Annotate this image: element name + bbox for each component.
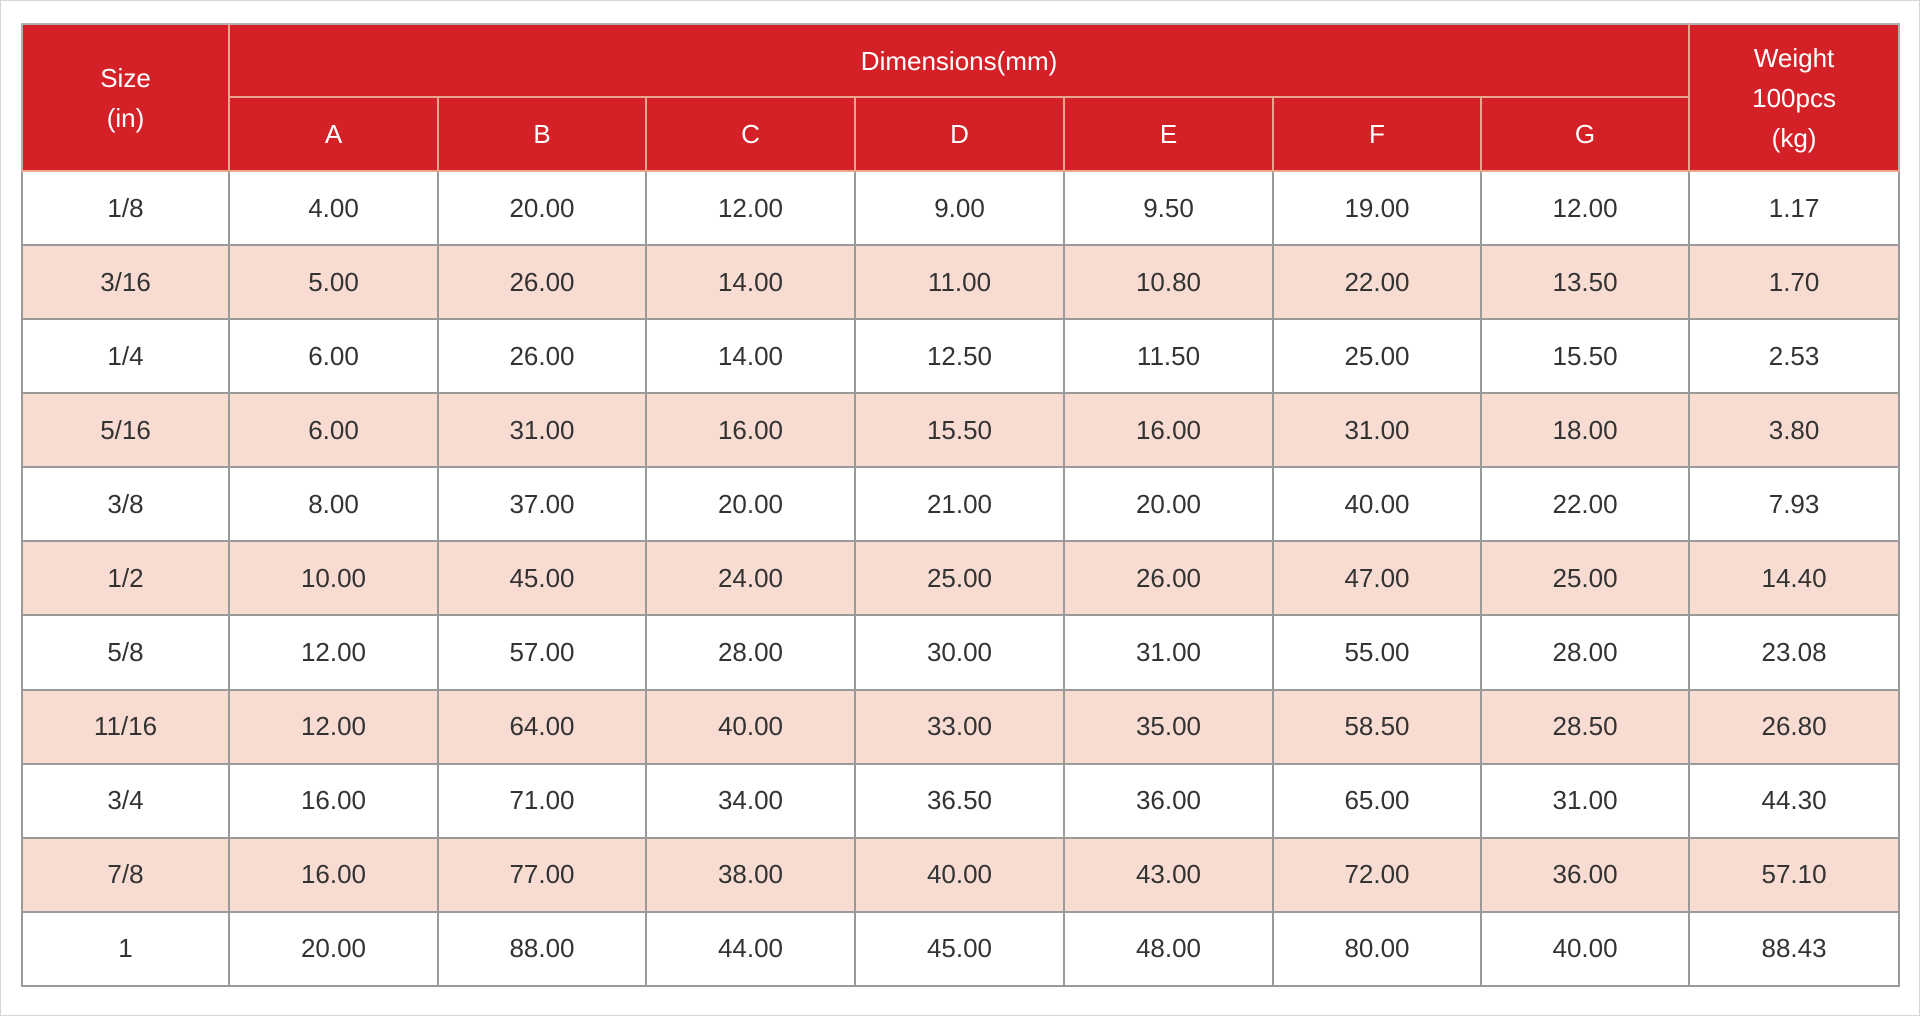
cell-b: 26.00 — [438, 245, 646, 319]
cell-weight: 1.17 — [1689, 171, 1899, 245]
weight-header — [1689, 24, 1899, 171]
cell-f: 55.00 — [1273, 615, 1481, 689]
weight-header-qty: 100pcs — [1752, 82, 1836, 113]
cell-e: 20.00 — [1064, 467, 1273, 541]
cell-d: 11.00 — [855, 245, 1064, 319]
cell-e: 10.80 — [1064, 245, 1273, 319]
cell-c: 20.00 — [646, 467, 855, 541]
cell-a: 5.00 — [229, 245, 438, 319]
cell-d: 45.00 — [855, 912, 1064, 986]
table-row — [22, 467, 1899, 541]
cell-a: 6.00 — [229, 319, 438, 393]
cell-weight: 2.53 — [1689, 319, 1899, 393]
cell-d: 36.50 — [855, 764, 1064, 838]
cell-a: 20.00 — [229, 912, 438, 986]
table-row — [22, 690, 1899, 764]
cell-size: 1 — [22, 912, 229, 986]
cell-size: 11/16 — [22, 690, 229, 764]
cell-f: 72.00 — [1273, 838, 1481, 912]
cell-d: 33.00 — [855, 690, 1064, 764]
cell-b: 64.00 — [438, 690, 646, 764]
cell-c: 44.00 — [646, 912, 855, 986]
dimensions-header: Dimensions(mm) — [229, 24, 1689, 97]
dimensions-table — [21, 23, 1900, 987]
weight-header-unit: (kg) — [1771, 122, 1817, 153]
cell-g: 25.00 — [1481, 541, 1689, 615]
cell-g: 28.50 — [1481, 690, 1689, 764]
column-header-e: E — [1064, 97, 1273, 171]
cell-size: 5/8 — [22, 615, 229, 689]
cell-f: 19.00 — [1273, 171, 1481, 245]
column-header-d: D — [855, 97, 1064, 171]
cell-e: 48.00 — [1064, 912, 1273, 986]
cell-c: 40.00 — [646, 690, 855, 764]
cell-d: 40.00 — [855, 838, 1064, 912]
cell-e: 16.00 — [1064, 393, 1273, 467]
cell-size: 5/16 — [22, 393, 229, 467]
cell-a: 4.00 — [229, 171, 438, 245]
cell-b: 57.00 — [438, 615, 646, 689]
cell-c: 34.00 — [646, 764, 855, 838]
cell-c: 14.00 — [646, 245, 855, 319]
weight-header-label: Weight — [1753, 42, 1835, 73]
column-header-b: B — [438, 97, 646, 171]
cell-size: 7/8 — [22, 838, 229, 912]
cell-d: 15.50 — [855, 393, 1064, 467]
size-header — [22, 24, 229, 171]
cell-a: 6.00 — [229, 393, 438, 467]
cell-c: 24.00 — [646, 541, 855, 615]
cell-f: 80.00 — [1273, 912, 1481, 986]
cell-g: 28.00 — [1481, 615, 1689, 689]
column-header-a: A — [229, 97, 438, 171]
table-row — [22, 764, 1899, 838]
cell-e: 31.00 — [1064, 615, 1273, 689]
cell-b: 45.00 — [438, 541, 646, 615]
cell-weight: 88.43 — [1689, 912, 1899, 986]
cell-g: 12.00 — [1481, 171, 1689, 245]
cell-weight: 7.93 — [1689, 467, 1899, 541]
cell-c: 16.00 — [646, 393, 855, 467]
cell-g: 36.00 — [1481, 838, 1689, 912]
table-row — [22, 319, 1899, 393]
cell-a: 8.00 — [229, 467, 438, 541]
cell-a: 12.00 — [229, 615, 438, 689]
cell-size: 3/16 — [22, 245, 229, 319]
cell-b: 31.00 — [438, 393, 646, 467]
size-header-unit: (in) — [106, 102, 145, 133]
cell-g: 18.00 — [1481, 393, 1689, 467]
table-row — [22, 541, 1899, 615]
cell-g: 15.50 — [1481, 319, 1689, 393]
cell-e: 36.00 — [1064, 764, 1273, 838]
cell-size: 3/8 — [22, 467, 229, 541]
table-row — [22, 615, 1899, 689]
cell-g: 22.00 — [1481, 467, 1689, 541]
column-header-f: F — [1273, 97, 1481, 171]
cell-d: 21.00 — [855, 467, 1064, 541]
cell-size: 1/8 — [22, 171, 229, 245]
cell-c: 14.00 — [646, 319, 855, 393]
cell-a: 16.00 — [229, 764, 438, 838]
cell-f: 47.00 — [1273, 541, 1481, 615]
cell-b: 77.00 — [438, 838, 646, 912]
cell-e: 11.50 — [1064, 319, 1273, 393]
cell-a: 10.00 — [229, 541, 438, 615]
table-row — [22, 838, 1899, 912]
cell-a: 12.00 — [229, 690, 438, 764]
table-body — [22, 171, 1899, 986]
table-row — [22, 912, 1899, 986]
cell-weight: 57.10 — [1689, 838, 1899, 912]
cell-g: 13.50 — [1481, 245, 1689, 319]
cell-weight: 44.30 — [1689, 764, 1899, 838]
cell-a: 16.00 — [229, 838, 438, 912]
cell-d: 30.00 — [855, 615, 1064, 689]
cell-e: 35.00 — [1064, 690, 1273, 764]
cell-e: 9.50 — [1064, 171, 1273, 245]
cell-b: 88.00 — [438, 912, 646, 986]
cell-f: 25.00 — [1273, 319, 1481, 393]
cell-size: 3/4 — [22, 764, 229, 838]
cell-c: 28.00 — [646, 615, 855, 689]
size-header-label: Size — [100, 62, 151, 93]
cell-size: 1/4 — [22, 319, 229, 393]
cell-d: 12.50 — [855, 319, 1064, 393]
cell-weight: 23.08 — [1689, 615, 1899, 689]
cell-weight: 14.40 — [1689, 541, 1899, 615]
cell-size: 1/2 — [22, 541, 229, 615]
cell-b: 20.00 — [438, 171, 646, 245]
cell-b: 37.00 — [438, 467, 646, 541]
cell-d: 25.00 — [855, 541, 1064, 615]
cell-b: 26.00 — [438, 319, 646, 393]
cell-f: 58.50 — [1273, 690, 1481, 764]
column-header-g: G — [1481, 97, 1689, 171]
cell-weight: 3.80 — [1689, 393, 1899, 467]
table-row — [22, 393, 1899, 467]
cell-e: 43.00 — [1064, 838, 1273, 912]
cell-b: 71.00 — [438, 764, 646, 838]
table-row — [22, 245, 1899, 319]
column-header-c: C — [646, 97, 855, 171]
cell-g: 40.00 — [1481, 912, 1689, 986]
cell-c: 12.00 — [646, 171, 855, 245]
cell-e: 26.00 — [1064, 541, 1273, 615]
cell-d: 9.00 — [855, 171, 1064, 245]
cell-f: 40.00 — [1273, 467, 1481, 541]
cell-weight: 1.70 — [1689, 245, 1899, 319]
cell-f: 65.00 — [1273, 764, 1481, 838]
cell-f: 22.00 — [1273, 245, 1481, 319]
cell-g: 31.00 — [1481, 764, 1689, 838]
cell-weight: 26.80 — [1689, 690, 1899, 764]
cell-f: 31.00 — [1273, 393, 1481, 467]
table-row — [22, 171, 1899, 245]
cell-c: 38.00 — [646, 838, 855, 912]
